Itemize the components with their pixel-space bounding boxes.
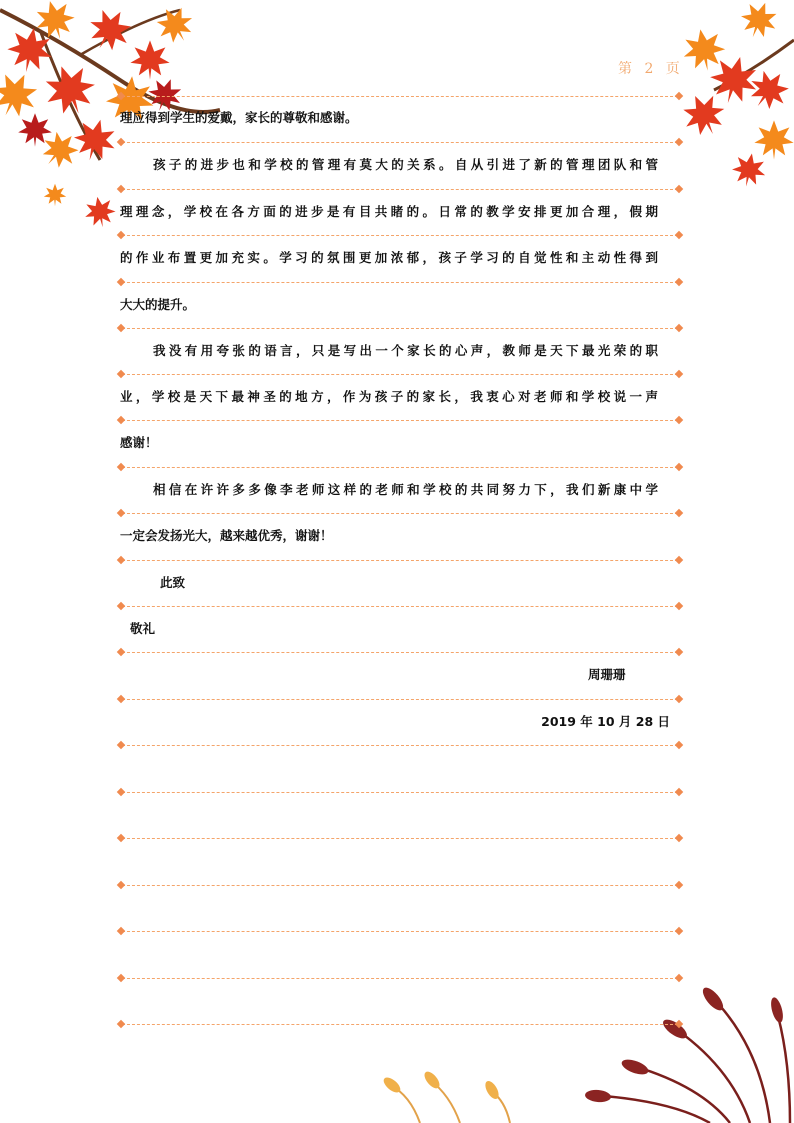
ruled-line: [122, 282, 678, 283]
ruled-line: [122, 1024, 678, 1025]
letter-line: 大大的提升。: [120, 297, 196, 312]
page-number: 第 2 页: [618, 61, 684, 77]
ruled-line: [122, 467, 678, 468]
ruled-line: [122, 606, 678, 607]
letter-line: 业，学校是天下最神圣的地方，作为孩子的家长，我衷心对老师和学校说一声: [120, 389, 658, 404]
letter-line: 我没有用夸张的语言，只是写出一个家长的心声，教师是天下最光荣的职: [153, 343, 658, 358]
wheat-decoration-bottom: [330, 975, 794, 1123]
ruled-line: [122, 560, 678, 561]
letter-line: 理理念，学校在各方面的进步是有目共睹的。日常的教学安排更加合理，假期: [120, 204, 658, 219]
ruled-line: [122, 420, 678, 421]
letter-date: 2019 年 10 月 28 日: [541, 714, 670, 729]
ruled-line: [122, 931, 678, 932]
ruled-line: [122, 978, 678, 979]
ruled-line: [122, 838, 678, 839]
closing-salutation: 此致: [160, 575, 186, 590]
ruled-line: [122, 885, 678, 886]
ruled-line: [122, 189, 678, 190]
ruled-line: [122, 142, 678, 143]
letter-line: 感谢！: [120, 435, 158, 450]
ruled-line: [122, 745, 678, 746]
letter-line: 相信在许许多多像李老师这样的老师和学校的共同努力下，我们新康中学: [153, 482, 658, 497]
letter-line: 孩子的进步也和学校的管理有莫大的关系。自从引进了新的管理团队和管: [153, 157, 658, 172]
maple-leaves-top-right: [674, 0, 794, 200]
letter-line: 的作业布置更加充实。学习的氛围更加浓郁，孩子学习的自觉性和主动性得到: [120, 250, 658, 265]
letter-line: 理应得到学生的爱戴，家长的尊敬和感谢。: [120, 110, 358, 125]
letter-line: 一定会发扬光大，越来越优秀，谢谢！: [120, 528, 333, 543]
ruled-line: [122, 328, 678, 329]
ruled-line: [122, 96, 678, 97]
ruled-line: [122, 374, 678, 375]
signature-name: 周珊珊: [588, 667, 626, 682]
ruled-line: [122, 235, 678, 236]
ruled-line: [122, 652, 678, 653]
ruled-line: [122, 792, 678, 793]
closing-regards: 敬礼: [130, 621, 156, 636]
ruled-line: [122, 513, 678, 514]
ruled-line: [122, 699, 678, 700]
